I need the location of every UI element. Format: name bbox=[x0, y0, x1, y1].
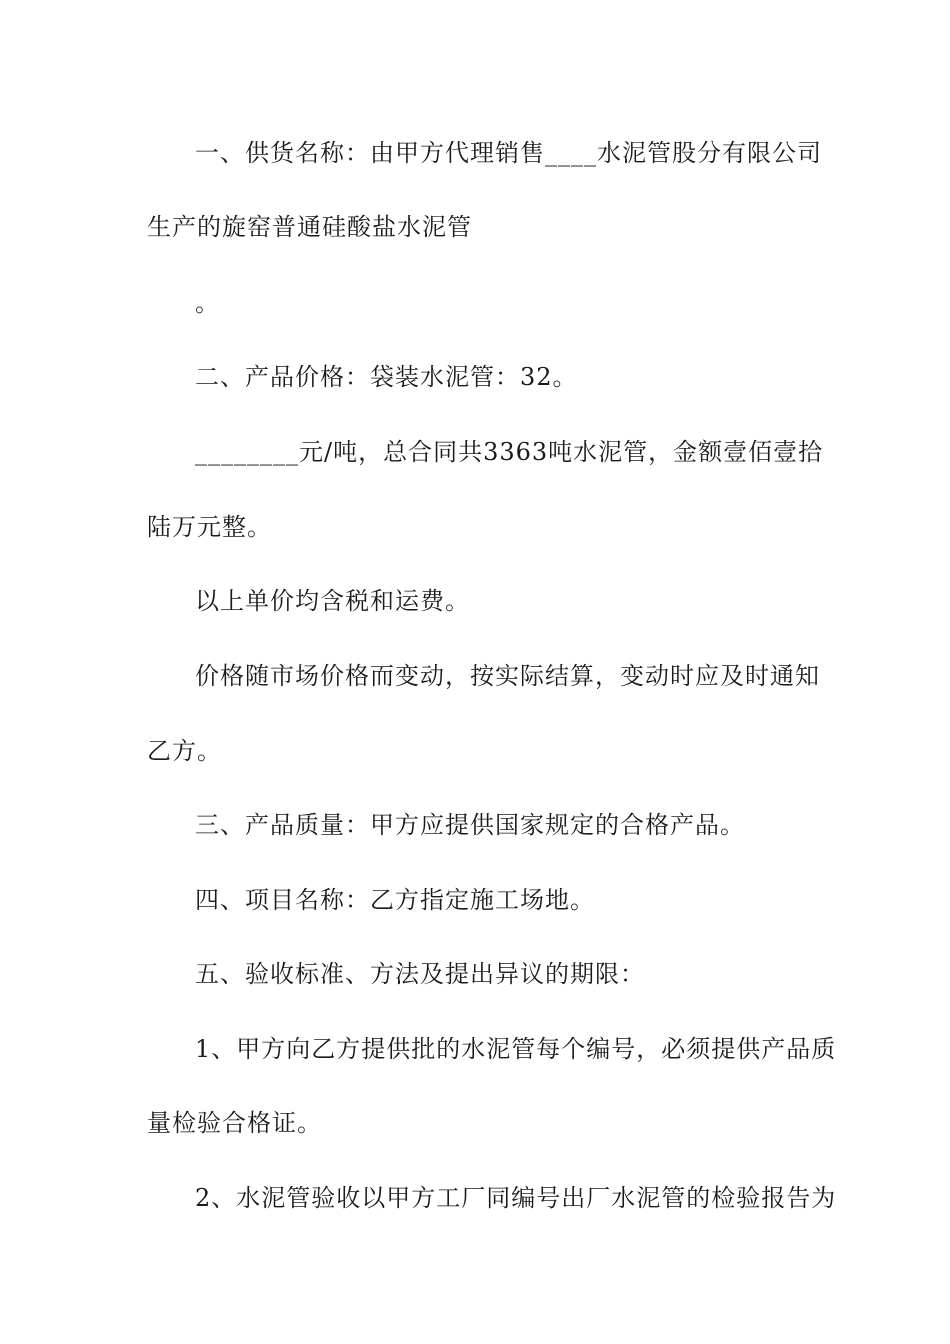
paragraph-line-14: 量检验合格证。 bbox=[147, 1109, 322, 1137]
paragraph-line-8: 价格随市场价格而变动，按实际结算，变动时应及时通知 bbox=[195, 662, 820, 690]
paragraph-line-6: 陆万元整。 bbox=[147, 513, 272, 541]
paragraph-line-1: 一、供货名称：由甲方代理销售____水泥管股分有限公司 bbox=[195, 139, 822, 167]
paragraph-line-10: 三、产品质量：甲方应提供国家规定的合格产品。 bbox=[195, 811, 745, 839]
paragraph-line-3: 。 bbox=[195, 289, 220, 317]
paragraph-line-7: 以上单价均含税和运费。 bbox=[195, 587, 470, 615]
paragraph-line-13: 1、甲方向乙方提供批的水泥管每个编号，必须提供产品质 bbox=[195, 1035, 837, 1063]
paragraph-line-4: 二、产品价格：袋装水泥管：32。 bbox=[195, 363, 578, 391]
paragraph-line-15: 2、水泥管验收以甲方工厂同编号出厂水泥管的检验报告为 bbox=[195, 1184, 837, 1212]
paragraph-line-12: 五、验收标准、方法及提出异议的期限： bbox=[195, 960, 645, 988]
paragraph-line-5: ________元/吨，总合同共3363吨水泥管，金额壹佰壹拾 bbox=[195, 438, 824, 466]
paragraph-line-11: 四、项目名称：乙方指定施工场地。 bbox=[195, 886, 595, 914]
paragraph-line-2: 生产的旋窑普通硅酸盐水泥管 bbox=[147, 213, 472, 241]
paragraph-line-9: 乙方。 bbox=[147, 737, 222, 765]
